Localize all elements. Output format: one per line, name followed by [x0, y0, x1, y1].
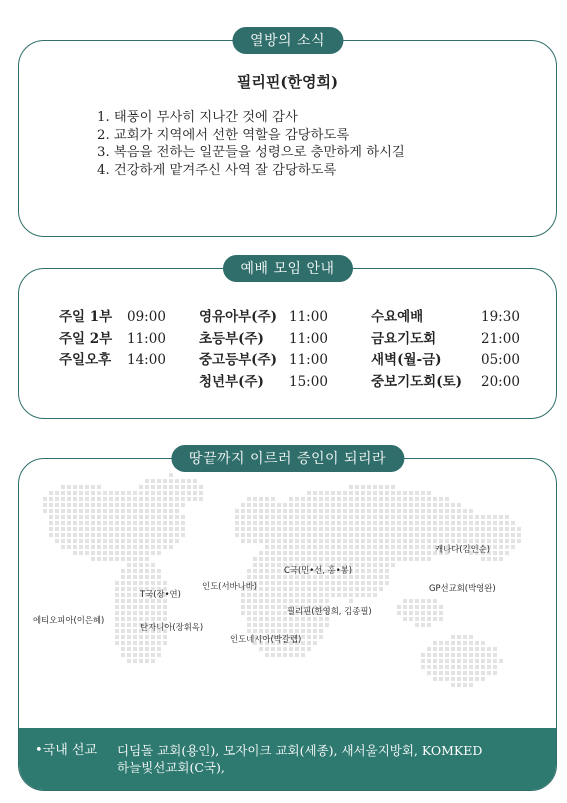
service-time: 15:00 [289, 373, 328, 390]
place-label: 캐나다(김인순) [435, 544, 491, 554]
place-label: 에티오피아(이은혜) [33, 615, 105, 625]
worship-row [59, 350, 166, 372]
worship-row [371, 372, 520, 394]
service-name: 새벽(월-금) [371, 352, 442, 368]
worship-row [371, 329, 520, 351]
service-name: 주일 2부 [59, 330, 113, 347]
place-label: 인도네시아(박갈렙) [230, 634, 302, 644]
place-label: 인도(서바나바) [202, 581, 258, 591]
service-time: 11:00 [127, 330, 166, 347]
service-time: 11:00 [289, 309, 328, 325]
news-box [18, 33, 557, 237]
domestic-mission-footer [19, 728, 556, 790]
worship-column-weekday [371, 307, 520, 393]
worship-row [59, 329, 166, 351]
mission-box [18, 458, 557, 791]
prayer-item: 2. 교회가 지역에서 선한 역할을 감당하도록 [97, 127, 350, 143]
place-label: 탄자니아(장휘옥) [140, 622, 204, 632]
service-time: 20:00 [481, 373, 520, 390]
service-name: 주일 1부 [59, 309, 113, 325]
service-time: 14:00 [127, 352, 166, 368]
worship-row [371, 350, 520, 372]
worship-box [18, 261, 557, 419]
news-heading: 열방의 소식 [232, 27, 343, 54]
service-name: 중고등부(주) [199, 352, 277, 368]
worship-row [199, 350, 328, 372]
worship-row [199, 329, 328, 351]
worship-row [59, 307, 166, 329]
worship-row [371, 307, 520, 329]
service-time: 21:00 [481, 330, 520, 347]
service-time: 11:00 [289, 330, 328, 347]
domestic-line: 디딤돌 교회(용인), 모자이크 교회(세종), 새서울지방회, KOMKED [117, 743, 483, 758]
place-label: GP선교회(박영완) [429, 583, 496, 593]
domestic-line: 하늘빛선교회(C국), [117, 760, 225, 775]
service-name: 영유아부(주) [199, 309, 277, 325]
prayer-item: 4. 건강하게 맡겨주신 사역 잘 감당하도록 [97, 162, 337, 178]
service-name: 수요예배 [371, 309, 424, 325]
prayer-list [97, 109, 405, 179]
world-map-icon [19, 459, 557, 731]
service-name: 금요기도회 [371, 330, 437, 347]
service-name: 중보기도회(토) [371, 373, 463, 390]
place-label: C국(민•선, 홍•봉) [284, 565, 353, 575]
domestic-label: •국내 선교 [35, 743, 98, 758]
worship-row [199, 372, 328, 394]
prayer-item: 1. 태풍이 무사히 지나간 것에 감사 [97, 110, 298, 125]
worship-column-sunday [59, 307, 166, 372]
service-time: 11:00 [289, 352, 328, 368]
worship-column-dept [199, 307, 328, 393]
service-time: 05:00 [481, 352, 520, 368]
domestic-list [117, 742, 482, 776]
prayer-item: 3. 복음을 전하는 일꾼들을 성령으로 충만하게 하시길 [97, 145, 405, 160]
worship-row [199, 307, 328, 329]
service-time: 19:30 [481, 309, 520, 325]
mission-heading: 땅끝까지 이르러 증인이 되리라 [171, 445, 404, 472]
news-title: 필리핀(한영희) [236, 73, 339, 91]
worship-heading: 예배 모임 안내 [222, 255, 352, 282]
service-name: 초등부(주) [199, 330, 264, 347]
place-label: T국(장•연) [140, 589, 181, 599]
place-label: 필리핀(한영희, 김종필) [287, 606, 372, 616]
service-name: 청년부(주) [199, 373, 264, 390]
service-time: 09:00 [127, 309, 166, 325]
service-name: 주일오후 [59, 352, 112, 368]
